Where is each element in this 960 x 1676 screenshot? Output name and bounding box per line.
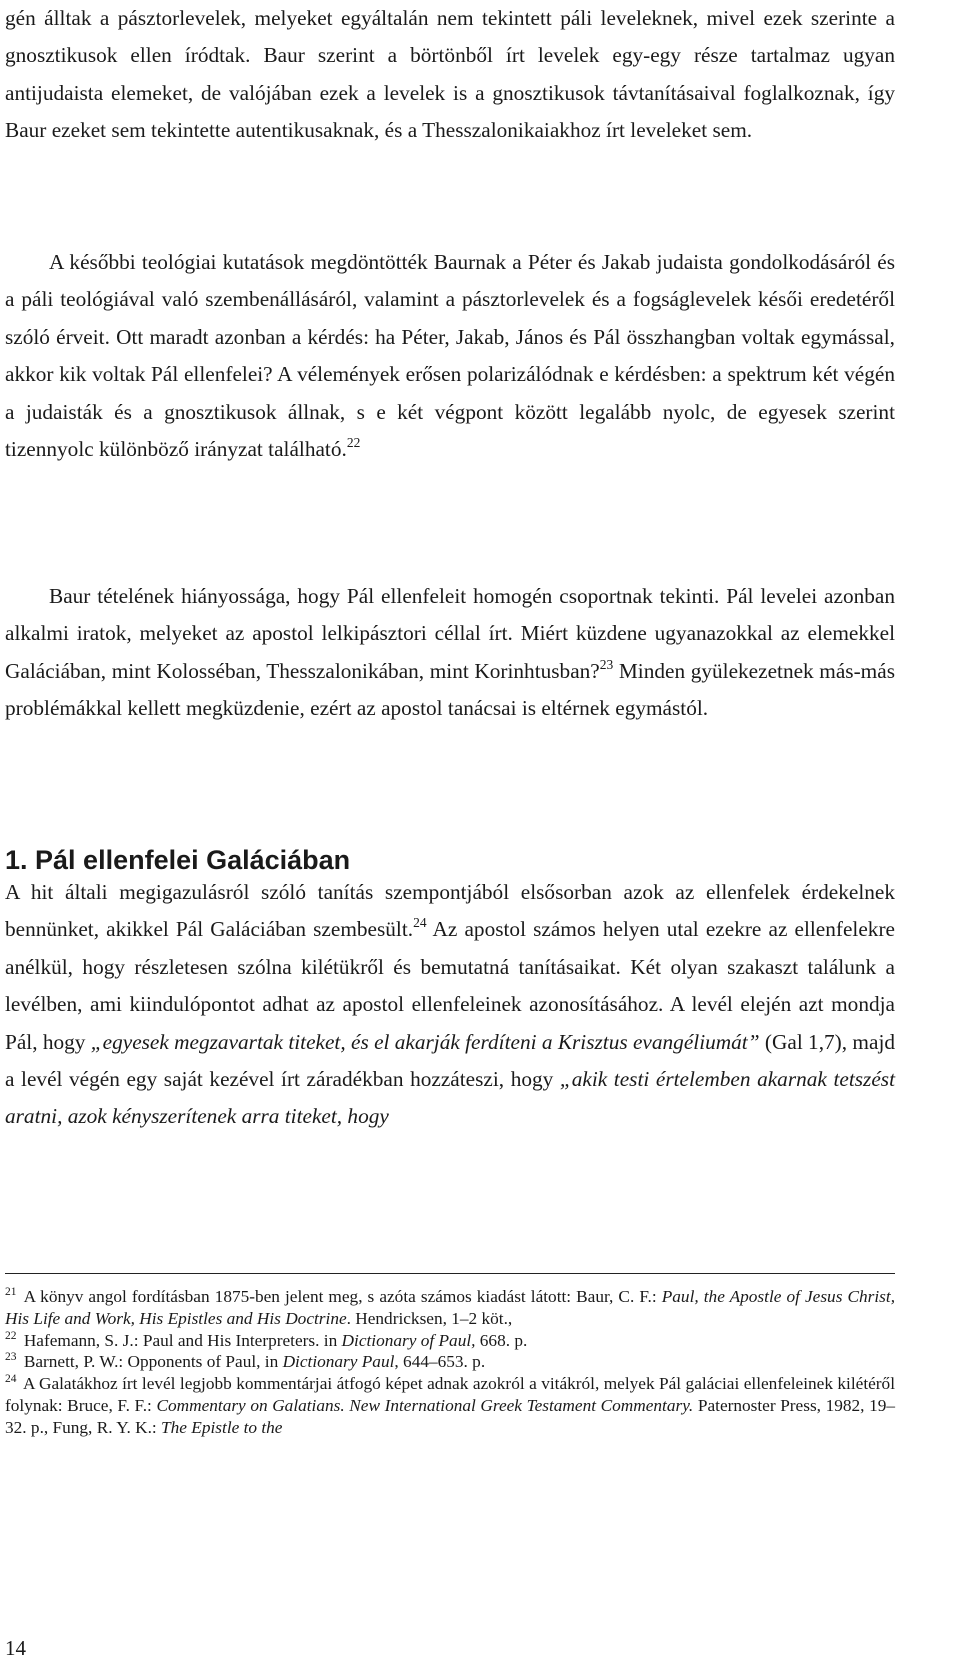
footnote-22	[5, 1330, 895, 1352]
paragraph-3-text-a: Baur tételének hiányossága, hogy Pál ellenfeleit homogén csoportnak tekinti. Pál levelei azonban alkalmi iratok, melyeket az apostol lelkipásztori céllal írt. Miért küzdene ugyanazokkal az elemekkel Galáciában, mint Kolosséban, Thesszalonikában, mint Korinhtusban?	[5, 584, 895, 683]
footnote-22-book-title: Dictionary of Paul,	[341, 1330, 476, 1350]
quotation-gal-1-7: „egyesek megzavartak titeket, és el akarják ferdíteni a Krisztus evangéliumát”	[90, 1029, 760, 1054]
paragraph-3-text-b: Minden gyülekezetnek más-más problémákkal kellett megküzdenie, ezért az apostol tanácsai is eltérnek egymástól.	[5, 658, 895, 721]
footnote-21-text-c: . Hendricksen, 1–2 köt.,	[346, 1308, 513, 1328]
footnote-23-text-a: Barnett, P. W.: Opponents of Paul, in	[19, 1352, 283, 1372]
footnote-number-24: 24	[5, 1373, 17, 1386]
footnote-24-text-c: Paternoster Press, 1982, 19–32. p., Fung, R. Y. K.:	[5, 1395, 895, 1437]
footnote-23-book-title: Dictionary Paul	[282, 1352, 395, 1372]
footnote-separator	[5, 1273, 895, 1274]
paragraph-2	[5, 244, 895, 468]
footnote-ref-24[interactable]: 24	[413, 915, 427, 931]
footnote-number-21: 21	[5, 1286, 17, 1298]
section-heading: 1. Pál ellenfelei Galáciában	[5, 845, 351, 875]
footnote-24-text-a: A Galatákhoz írt levél legjobb kommentárjai átfogó képet adnak azokról a vitákról, melyek Pál galáciai ellenfeleinek kilétéről folynak: Bruce, F. F.:	[5, 1374, 895, 1415]
paragraph-4-text-b: Az apostol számos helyen utal ezekre az ellenfelekre anélkül, hogy részletesen szólna kilétükről és bemutatná tanításaikat. Két olyan szakaszt találunk a levélben, ami kiindulópontot adhat az apostol ellenfeleinek azonosításához. A levél elején azt mondja Pál, hogy	[5, 917, 895, 1054]
footnote-21-book-title: Paul, the Apostle of Jesus Christ, His Life and Work, His Epistles and His Doctrine	[5, 1287, 896, 1328]
page-number: 14	[5, 1636, 26, 1660]
footnote-number-22: 22	[5, 1329, 17, 1342]
paragraph-1	[5, 0, 895, 150]
footnote-ref-22[interactable]: 22	[346, 435, 361, 451]
footnote-24-book-title: Commentary on Galatians. New International Greek Testament Commentary.	[156, 1395, 694, 1415]
footnote-23	[5, 1351, 895, 1373]
footnote-number-23: 23	[5, 1351, 17, 1364]
footnote-22-text-c: 668. p.	[475, 1330, 528, 1350]
paragraph-3	[5, 578, 895, 728]
quotation-closing-clause: „akik testi értelemben akarnak tetszést aratni, azok kényszerítenek arra titeket, hogy	[5, 1067, 895, 1129]
footnote-ref-23[interactable]: 23	[599, 656, 614, 672]
paragraph-4	[5, 874, 895, 1136]
footnotes	[5, 1286, 895, 1439]
footnote-23-text-c: , 644–653. p.	[394, 1352, 486, 1372]
paragraph-1-text: gén álltak a pásztorlevelek, melyeket egyáltalán nem tekintett páli leveleknek, mivel ezek szerinte a gnosztikusok ellen íródtak. Baur szerint a börtönből írt levelek egy-egy része tartalmaz ugyan antijudaista elemeket, de valójában ezek a levelek is a gnosztikusok távtanításaival foglalkoznak, így Baur ezeket sem tekintette autentikusaknak, és a Thesszalonikaiakhoz írt leveleket sem.	[5, 6, 895, 143]
footnote-24	[5, 1373, 895, 1438]
footnote-21-text-a: A könyv angol fordításban 1875-ben jelent meg, s azóta számos kiadást látott: Baur, C. F.:	[19, 1287, 662, 1306]
paragraph-4-text-c: (Gal 1,7), majd a levél végén egy saját kezével írt záradékban hozzáteszi, hogy	[5, 1029, 896, 1092]
footnote-21	[5, 1286, 895, 1330]
footnote-22-text-a: Hafemann, S. J.: Paul and His Interpreters. in	[19, 1330, 342, 1350]
paragraph-4-text-a: A hit általi megigazulásról szóló tanítás szempontjából elsősorban azok az ellenfelek érdekelnek bennünket, akikkel Pál Galáciában szembesült.	[5, 880, 895, 942]
footnote-24-book-title-2: The Epistle to the	[161, 1417, 283, 1437]
paragraph-2-text: A későbbi teológiai kutatások megdöntötték Baurnak a Péter és Jakab judaista gondolkodásáról és a páli teológiával való szembenállásáról, valamint a pásztorlevelek és a fogságlevelek késői eredetéről szóló érveit. Ott maradt azonban a kérdés: ha Péter, Jakab, János és Pál összhangban voltak egymással, akkor kik voltak Pál ellenfelei? A vélemények erősen polarizálódnak e kérdésben: a spektrum két végén a judaisták és a gnosztikusok állnak, s e két végpont között legalább nyolc, de egyesek szerint tizennyolc különböző irányzat található.	[5, 250, 895, 462]
